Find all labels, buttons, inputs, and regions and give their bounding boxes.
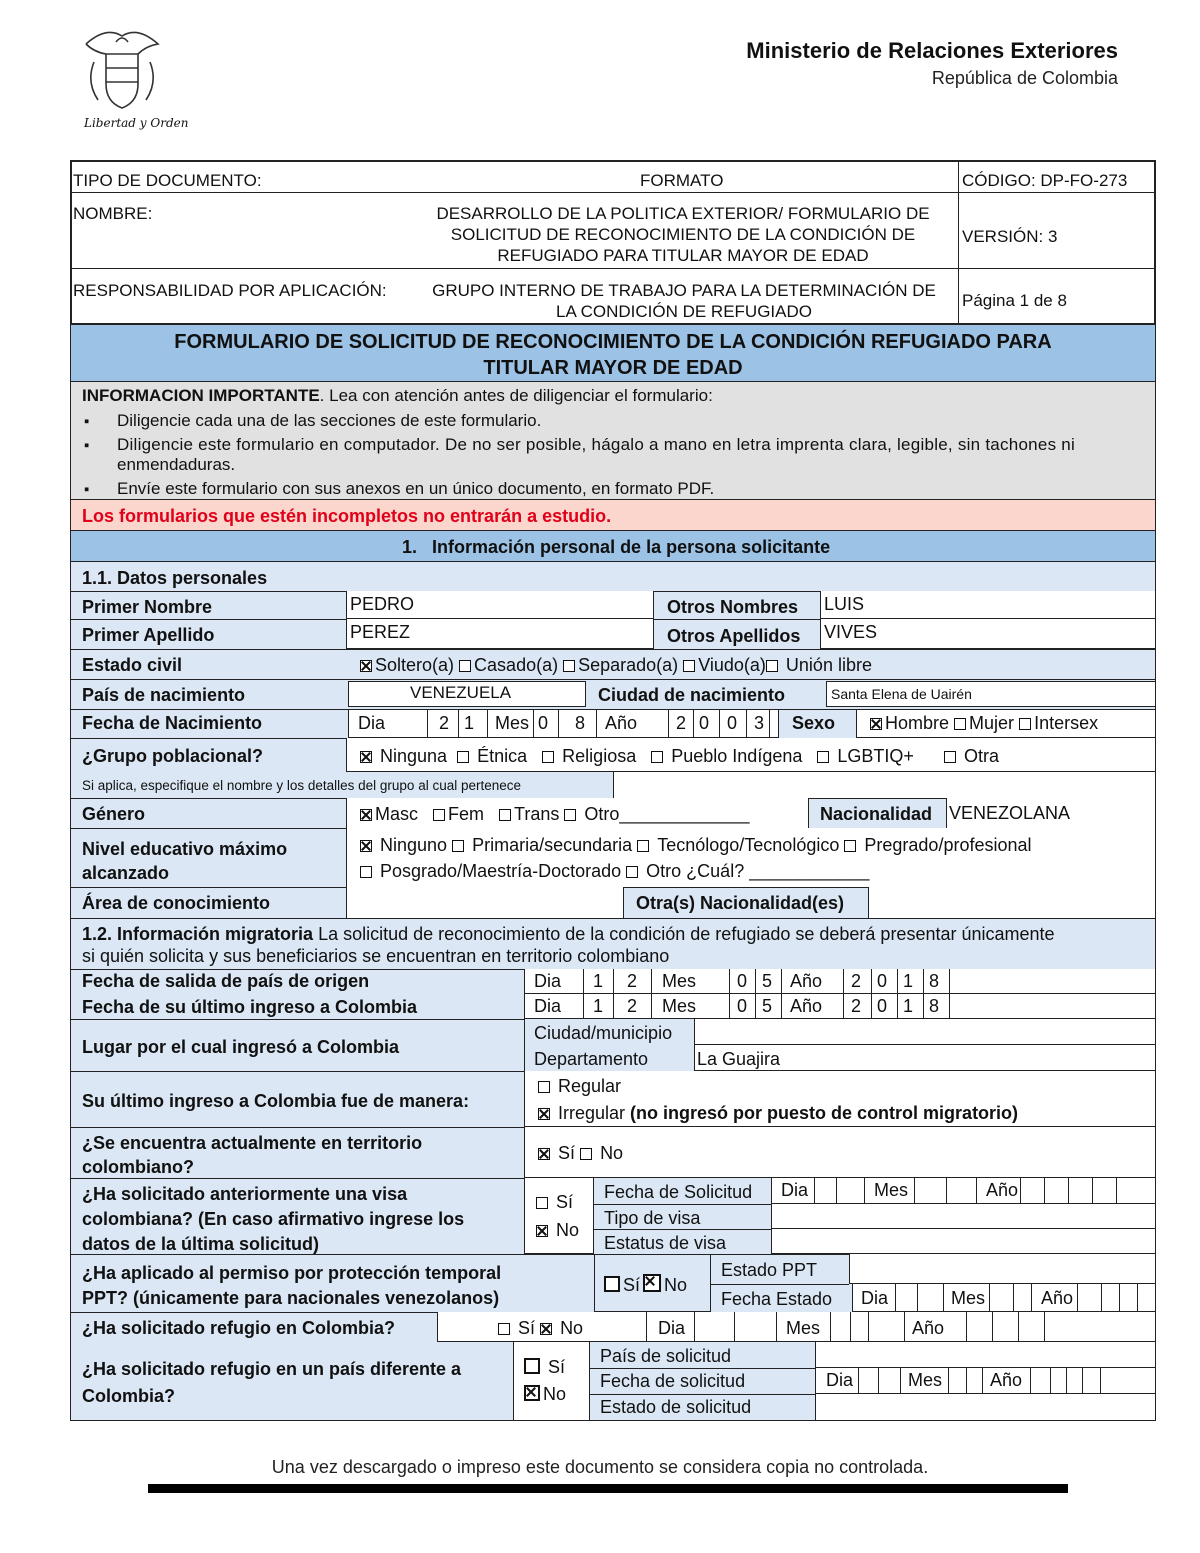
checkbox-religiosa[interactable]	[542, 751, 554, 763]
ppt-label: ¿Ha aplicado al permiso por protección temporal PPT? (únicamente para nacionales venezolanos)	[82, 1263, 502, 1308]
anio-label: Año	[790, 996, 823, 1016]
digit: 1	[903, 971, 914, 991]
fecha-nac-label: Fecha de Nacimiento	[82, 713, 263, 733]
estatus-visa-input[interactable]	[771, 1229, 1155, 1254]
digit: 2	[627, 996, 638, 1016]
checkbox-otro-nivel[interactable]	[626, 866, 638, 878]
checkbox-union-libre[interactable]	[766, 660, 778, 672]
resp-label: RESPONSABILIDAD POR APLICACIÓN:	[73, 281, 387, 300]
regular-label: Regular	[558, 1076, 622, 1096]
fecha-solicitud2-field[interactable]	[815, 1368, 1155, 1394]
checkbox-refugio-otro-si[interactable]	[524, 1358, 540, 1374]
digit: 0	[737, 971, 748, 991]
checkbox-otra[interactable]	[944, 751, 956, 763]
digit: 2	[851, 971, 862, 991]
estado-solicitud-label: Estado de solicitud	[600, 1397, 752, 1417]
checkbox-masc[interactable]	[360, 809, 372, 821]
dia-label: Dia	[826, 1370, 854, 1390]
grupo-options: Ninguna Étnica Religiosa Pueblo Indígena LGBTIQ+ Otra	[360, 746, 999, 767]
digit: 1	[593, 996, 604, 1016]
checkbox-trans[interactable]	[499, 809, 511, 821]
logo-motto: Libertad y Orden	[84, 116, 189, 130]
anio-label: Año	[986, 1180, 1019, 1200]
refugio-otro-label: ¿Ha solicitado refugio en un país diferente a Colombia?	[82, 1359, 462, 1406]
checkbox-irregular[interactable]	[538, 1108, 550, 1120]
ingreso-label: Fecha de su último ingreso a Colombia	[82, 997, 418, 1017]
warning-text: Los formularios que estén incompletos no entrarán a estudio.	[82, 506, 612, 526]
form-title-line1: FORMULARIO DE SOLICITUD DE RECONOCIMIENTO DE LA CONDICIÓN REFUGIADO PARA	[174, 331, 1052, 353]
otros-apellidos-value: VIVES	[824, 622, 878, 642]
digit: 2	[627, 971, 638, 991]
checkbox-ninguno[interactable]	[360, 840, 372, 852]
tipo-visa-label: Tipo de visa	[604, 1208, 701, 1228]
mes-label: Mes	[908, 1370, 943, 1390]
checkbox-casado[interactable]	[459, 660, 471, 672]
checkbox-pueblo-indigena[interactable]	[651, 751, 663, 763]
area-input[interactable]	[346, 887, 624, 918]
dia-label: Dia	[781, 1180, 809, 1200]
otras-nac-input[interactable]	[868, 887, 1155, 918]
digit: 1	[464, 713, 475, 733]
checkbox-ninguna[interactable]	[360, 751, 372, 763]
dia-label: Dia	[861, 1288, 889, 1308]
estado-civil-options: Soltero(a) Casado(a) Separado(a) Viudo(a) Unión libre	[360, 655, 872, 676]
info-bullet-2-cont: enmendaduras.	[117, 455, 236, 474]
lugar-label: Lugar por el cual ingresó a Colombia	[82, 1037, 400, 1057]
checkbox-ppt-si[interactable]	[604, 1276, 620, 1292]
checkbox-visa-si[interactable]	[536, 1197, 548, 1209]
fecha-solicitud2-label: Fecha de solicitud	[600, 1371, 746, 1391]
checkbox-lgbtiq[interactable]	[817, 751, 829, 763]
section1-title: 1. Información personal de la persona solicitante	[402, 537, 831, 557]
checkbox-refugio-otro-no[interactable]	[524, 1385, 540, 1401]
ciudad-label: Ciudad/municipio	[534, 1023, 673, 1043]
digit: 3	[754, 713, 765, 733]
digit: 8	[929, 971, 940, 991]
info-bullet-1: Diligencie cada una de las secciones de este formulario.	[117, 411, 542, 430]
dia-label: Dia	[658, 1318, 686, 1338]
digit: 0	[737, 996, 748, 1016]
checkbox-refugio-col-no[interactable]	[540, 1323, 552, 1335]
depto-label: Departamento	[534, 1049, 649, 1069]
checkbox-regular[interactable]	[538, 1081, 550, 1093]
territorio-label: ¿Se encuentra actualmente en territorio colombiano?	[82, 1133, 423, 1177]
area-label: Área de conocimiento	[82, 893, 271, 913]
footer-note: Una vez descargado o impreso este documento se considera copia no controlada.	[271, 1457, 929, 1477]
primer-apellido-value: PEREZ	[350, 622, 411, 642]
irregular-note: (no ingresó por puesto de control migratorio)	[625, 1103, 1019, 1123]
pais-solicitud-label: País de solicitud	[600, 1346, 732, 1366]
genero-options: Masc Fem Trans Otro_____________	[360, 804, 750, 825]
bullet-mark: ▪	[84, 413, 90, 430]
grupo-label: ¿Grupo poblacional?	[82, 746, 263, 766]
checkbox-primaria[interactable]	[452, 840, 464, 852]
checkbox-soltero[interactable]	[360, 660, 372, 672]
ciudad-nac-value: Santa Elena de Uairén	[831, 686, 972, 702]
primer-nombre-value: PEDRO	[350, 594, 415, 614]
nacionalidad-label: Nacionalidad	[820, 804, 933, 824]
checkbox-fem[interactable]	[433, 809, 445, 821]
anio-label: Año	[990, 1370, 1023, 1390]
pais-nac-value: VENEZUELA	[410, 683, 512, 702]
tipo-visa-input[interactable]	[771, 1204, 1155, 1229]
colombia-coat-of-arms-logo	[76, 22, 168, 114]
checkbox-mujer[interactable]	[954, 718, 966, 730]
digit: 0	[877, 996, 888, 1016]
tipo-value: FORMATO	[640, 171, 724, 190]
checkbox-refugio-col-si[interactable]	[498, 1323, 510, 1335]
version: VERSIÓN: 3	[962, 227, 1058, 246]
estado-ppt-input[interactable]	[849, 1254, 1155, 1284]
primer-nombre-label: Primer Nombre	[82, 597, 213, 617]
genero-label: Género	[82, 804, 146, 824]
digit: 2	[851, 996, 862, 1016]
checkbox-viudo[interactable]	[683, 660, 695, 672]
pagina: Página 1 de 8	[962, 291, 1067, 310]
nombre-value: DESARROLLO DE LA POLITICA EXTERIOR/ FORMULARIO DE SOLICITUD DE RECONOCIMIENTO DE LA CONDICIÓN DE REFUGIADO PARA TITULAR MAYOR DE EDAD	[436, 204, 930, 265]
estado-ppt-label: Estado PPT	[721, 1260, 818, 1280]
digit: 0	[699, 713, 710, 733]
refugio-otro-field	[513, 1342, 590, 1420]
fecha-solicitud-field[interactable]	[771, 1178, 1155, 1204]
estado-civil-label: Estado civil	[82, 655, 183, 675]
manera-label: Su último ingreso a Colombia fue de manera:	[82, 1091, 470, 1111]
fecha-estado-field[interactable]	[852, 1284, 1155, 1312]
digit: 5	[762, 971, 773, 991]
anio-label: Año	[912, 1318, 945, 1338]
mes-label: Mes	[662, 971, 697, 991]
anio-label: Año	[790, 971, 823, 991]
republic-subtitle: República de Colombia	[931, 68, 1118, 88]
estado-solicitud-input[interactable]	[815, 1394, 1155, 1420]
dia-label: Dia	[534, 996, 562, 1016]
primer-apellido-label: Primer Apellido	[82, 625, 215, 645]
anio-label: Año	[605, 713, 638, 733]
dia-label: Dia	[358, 713, 386, 733]
nombre-label: NOMBRE:	[73, 204, 153, 223]
digit: 8	[575, 713, 586, 733]
anio-label: Año	[1041, 1288, 1074, 1308]
codigo: CÓDIGO: DP-FO-273	[962, 171, 1128, 190]
estatus-visa-label: Estatus de visa	[604, 1233, 727, 1253]
bullet-mark: ▪	[84, 437, 90, 454]
visa-field	[524, 1178, 594, 1254]
checkbox-hombre[interactable]	[870, 718, 882, 730]
resp-value: GRUPO INTERNO DE TRABAJO PARA LA DETERMINACIÓN DE LA CONDICIÓN DE REFUGIADO	[432, 281, 936, 321]
checkbox-tecnologo[interactable]	[637, 840, 649, 852]
footer-rule	[148, 1484, 1068, 1493]
info-heading: INFORMACION IMPORTANTE	[82, 386, 320, 405]
depto-value: La Guajira	[697, 1049, 781, 1069]
mes-label: Mes	[786, 1318, 821, 1338]
ministry-title: Ministerio de Relaciones Exteriores	[746, 38, 1118, 63]
mes-label: Mes	[495, 713, 530, 733]
bullet-mark: ▪	[84, 481, 90, 498]
checkbox-visa-no[interactable]	[536, 1225, 548, 1237]
salida-field[interactable]	[524, 969, 1155, 994]
sexo-options: Hombre Mujer Intersex	[870, 713, 1098, 734]
digit: 0	[877, 971, 888, 991]
nacionalidad-value: VENEZOLANA	[949, 803, 1071, 823]
fecha-solicitud-label: Fecha de Solicitud	[604, 1182, 753, 1202]
otros-nombres-label: Otros Nombres	[667, 597, 799, 617]
tipo-label: TIPO DE DOCUMENTO:	[73, 171, 262, 190]
fecha-nac-field[interactable]	[348, 709, 779, 738]
info-bullet-2: Diligencie este formulario en computador. De no ser posible, hágalo a mano en letra imprenta clara, legible, sin tachones ni	[117, 435, 1076, 454]
mes-label: Mes	[951, 1288, 986, 1308]
pais-solicitud-input[interactable]	[815, 1342, 1155, 1368]
digit: 0	[727, 713, 738, 733]
form-title-line2: TITULAR MAYOR DE EDAD	[483, 357, 743, 379]
migratoria-heading: 1.2. Información migratoria La solicitud de reconocimiento de la condición de refugiado se deberá presentar únicamente	[82, 924, 1055, 944]
refugio-col-date[interactable]	[646, 1312, 1155, 1342]
visa-label: ¿Ha solicitado anteriormente una visa colombiana? (En caso afirmativo ingrese los datos de la última solicitud)	[82, 1184, 465, 1254]
dia-label: Dia	[534, 971, 562, 991]
checkbox-posgrado[interactable]	[360, 866, 372, 878]
irregular-label: Irregular	[558, 1103, 626, 1123]
checkbox-otro[interactable]	[564, 809, 576, 821]
mes-label: Mes	[662, 996, 697, 1016]
mes-label: Mes	[874, 1180, 909, 1200]
migratoria-text: si quién solicita y sus beneficiarios se encuentran en territorio colombiano	[82, 946, 670, 966]
digit: 8	[929, 996, 940, 1016]
datos-heading: 1.1. Datos personales	[82, 568, 268, 588]
otros-nombres-input[interactable]	[820, 591, 1155, 619]
nivel-label: Nivel educativo máximo alcanzado	[82, 839, 288, 883]
digit: 1	[903, 996, 914, 1016]
digit: 1	[593, 971, 604, 991]
checkbox-etnica[interactable]	[457, 751, 469, 763]
refugio-col-label: ¿Ha solicitado refugio en Colombia?	[82, 1318, 396, 1338]
otras-nac-label: Otra(s) Nacionalidad(es)	[636, 893, 845, 913]
ciudad-nac-label: Ciudad de nacimiento	[598, 685, 786, 705]
si-aplica-label: Si aplica, especifique el nombre y los detalles del grupo al cual pertenece	[82, 778, 522, 793]
checkbox-ppt-no[interactable]	[643, 1274, 661, 1292]
pais-nac-label: País de nacimiento	[82, 685, 246, 705]
digit: 0	[538, 713, 549, 733]
nivel-options-1: Ninguno Primaria/secundaria Tecnólogo/Tecnológico Pregrado/profesional	[360, 835, 1032, 856]
otros-nombres-value: LUIS	[824, 594, 865, 614]
info-intro: . Lea con atención antes de diligenciar el formulario:	[319, 386, 713, 405]
info-bullet-3: Envíe este formulario con sus anexos en un único documento, en formato PDF.	[117, 479, 715, 498]
ingreso-field[interactable]	[524, 994, 1155, 1019]
nivel-options-2: Posgrado/Maestría-Doctorado Otro ¿Cuál? ____________	[360, 861, 869, 882]
digit: 5	[762, 996, 773, 1016]
checkbox-territorio-si[interactable]	[538, 1148, 550, 1160]
si-aplica-input[interactable]	[613, 772, 1155, 798]
salida-label: Fecha de salida de país de origen	[82, 971, 370, 991]
checkbox-intersex[interactable]	[1019, 718, 1031, 730]
fecha-estado-label: Fecha Estado	[721, 1289, 833, 1309]
checkbox-pregrado[interactable]	[844, 840, 856, 852]
digit: 2	[439, 713, 450, 733]
digit: 2	[676, 713, 687, 733]
otros-apellidos-label: Otros Apellidos	[667, 626, 801, 646]
checkbox-separado[interactable]	[563, 660, 575, 672]
checkbox-territorio-no[interactable]	[580, 1148, 592, 1160]
ciudad-input[interactable]	[694, 1019, 1155, 1045]
sexo-label: Sexo	[792, 713, 836, 733]
